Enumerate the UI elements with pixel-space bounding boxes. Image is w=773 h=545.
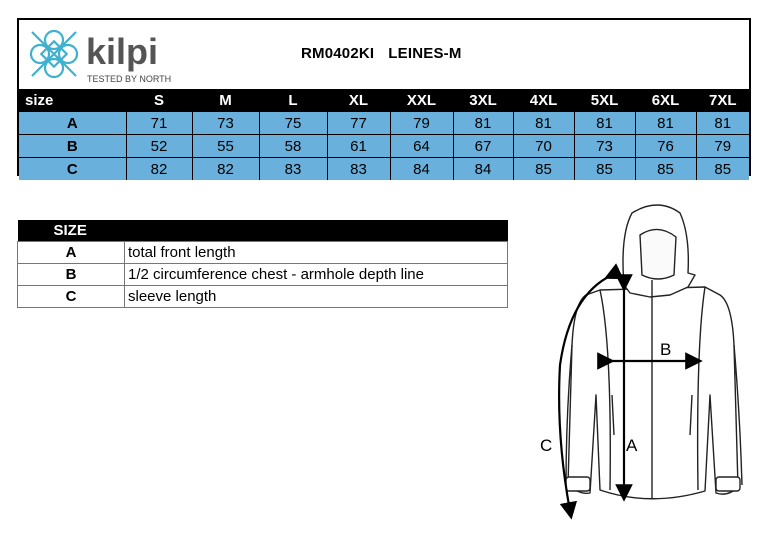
table-row	[19, 112, 749, 135]
size-header-row	[19, 90, 749, 112]
table-cell: 79	[696, 135, 749, 158]
table-cell: 73	[192, 112, 259, 135]
table-cell: 52	[126, 135, 192, 158]
size-chart	[17, 18, 751, 176]
brand-tagline: TESTED BY NORTH	[87, 74, 172, 84]
jacket-diagram	[520, 195, 770, 525]
knot-icon	[31, 31, 77, 77]
legend-row	[18, 264, 508, 286]
table-cell: 83	[259, 158, 327, 181]
measure-a-label: A	[626, 436, 638, 455]
table-cell: 85	[635, 158, 696, 181]
row-label: B	[19, 135, 126, 158]
legend-row	[18, 242, 508, 264]
table-cell: 84	[390, 158, 453, 181]
size-col-header: L	[259, 90, 327, 112]
size-header-label: size	[19, 90, 126, 112]
product-code: RM0402KI	[301, 45, 375, 62]
table-cell: 76	[635, 135, 696, 158]
size-col-header: S	[126, 90, 192, 112]
table-cell: 58	[259, 135, 327, 158]
table-cell: 85	[574, 158, 635, 181]
size-col-header: XL	[327, 90, 390, 112]
table-row	[19, 135, 749, 158]
table-cell: 83	[327, 158, 390, 181]
legend-description: sleeve length	[125, 286, 508, 308]
size-col-header: 5XL	[574, 90, 635, 112]
size-col-header: 6XL	[635, 90, 696, 112]
table-cell: 61	[327, 135, 390, 158]
table-cell: 64	[390, 135, 453, 158]
brand-name: kilpi	[86, 31, 159, 72]
size-col-header: XXL	[390, 90, 453, 112]
measure-b-label: B	[660, 340, 672, 359]
legend-title: SIZE	[18, 220, 508, 242]
table-cell: 75	[259, 112, 327, 135]
row-label: A	[19, 112, 126, 135]
legend-key: B	[18, 264, 125, 286]
kilpi-logo	[24, 24, 184, 86]
table-cell: 81	[574, 112, 635, 135]
table-cell: 73	[574, 135, 635, 158]
legend-row	[18, 286, 508, 308]
product-name: LEINES-M	[388, 45, 462, 62]
size-col-header: 4XL	[513, 90, 574, 112]
table-cell: 81	[513, 112, 574, 135]
measure-c-label: C	[540, 436, 553, 455]
table-row	[19, 158, 749, 181]
legend-key: A	[18, 242, 125, 264]
table-cell: 81	[635, 112, 696, 135]
size-col-header: M	[192, 90, 259, 112]
size-col-header: 7XL	[696, 90, 749, 112]
table-cell: 55	[192, 135, 259, 158]
table-cell: 82	[126, 158, 192, 181]
size-col-header: 3XL	[453, 90, 513, 112]
legend-description: total front length	[125, 242, 508, 264]
table-cell: 81	[453, 112, 513, 135]
table-cell: 85	[696, 158, 749, 181]
table-cell: 85	[513, 158, 574, 181]
table-cell: 82	[192, 158, 259, 181]
table-cell: 81	[696, 112, 749, 135]
table-cell: 67	[453, 135, 513, 158]
product-title	[301, 45, 462, 62]
row-label: C	[19, 158, 126, 181]
table-cell: 70	[513, 135, 574, 158]
table-cell: 71	[126, 112, 192, 135]
jacket-outline	[566, 205, 742, 499]
table-cell: 79	[390, 112, 453, 135]
measurement-legend	[17, 220, 508, 308]
chart-header	[19, 20, 749, 90]
size-grid	[19, 89, 749, 180]
legend-key: C	[18, 286, 125, 308]
table-cell: 84	[453, 158, 513, 181]
legend-description: 1/2 circumference chest - armhole depth line	[125, 264, 508, 286]
table-cell: 77	[327, 112, 390, 135]
